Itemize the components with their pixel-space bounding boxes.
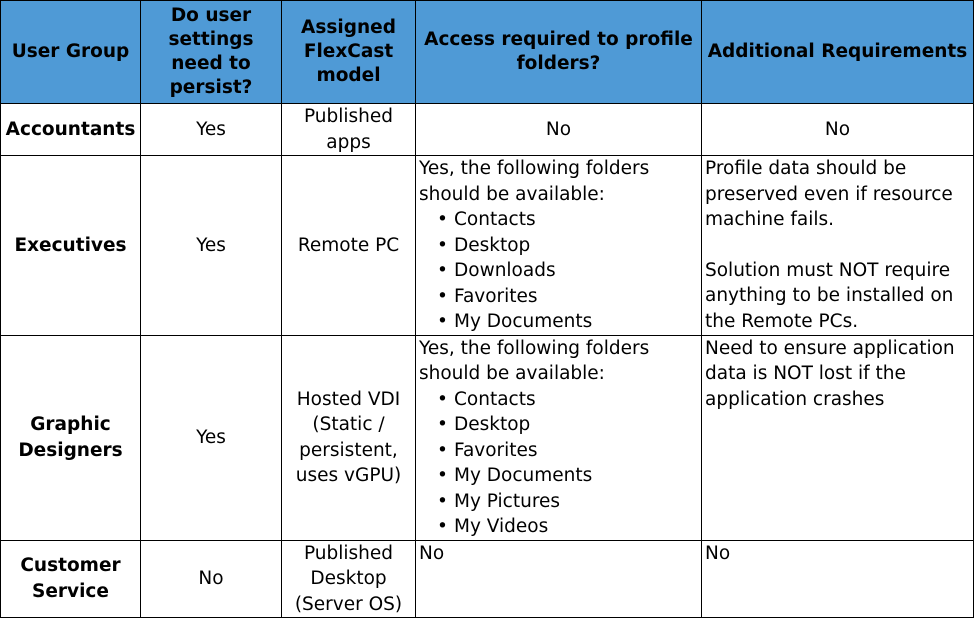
profile-access-intro: Yes, the following folders should be available: [419,337,650,384]
profile-access-cell: No [416,104,702,156]
additional-requirements-cell [702,156,974,336]
persist-cell: Yes [141,156,282,336]
folder-item: • Desktop [434,412,698,438]
user-group-cell: Graphic Designers [1,335,141,540]
folder-item: • My Documents [434,463,698,489]
profile-access-intro: Yes, the following folders should be available: [419,158,650,205]
folder-item: • My Pictures [434,489,698,515]
folder-list [419,387,698,540]
header-additional-requirements: Additional Requirements [702,1,974,104]
flexcast-model-cell: Hosted VDI (Static / persistent, uses vGPU) [282,335,416,540]
header-user-group: User Group [1,1,141,104]
persist-cell: No [141,540,282,618]
header-persist: Do user settings need to persist? [141,1,282,104]
folder-item: • Contacts [434,387,698,413]
folder-item: • Contacts [434,207,698,233]
flexcast-model-cell: Remote PC [282,156,416,336]
table-row [1,335,974,540]
user-group-cell: Accountants [1,104,141,156]
requirement-text: Profile data should be preserved even if resource machine fails. [705,158,953,230]
flexcast-model-cell: Published apps [282,104,416,156]
requirement-text: Solution must NOT require anything to be installed on the Remote PCs. [705,259,954,332]
folder-item: • My Videos [434,514,698,540]
header-flexcast-model: Assigned FlexCast model [282,1,416,104]
table-row [1,104,974,156]
header-row [1,1,974,104]
profile-access-cell: No [416,540,702,618]
header-profile-access: Access required to profile folders? [416,1,702,104]
folder-item: • Desktop [434,233,698,259]
paragraph-gap [705,233,970,258]
persist-cell: Yes [141,335,282,540]
additional-requirements-cell: No [702,540,974,618]
table-row [1,540,974,618]
user-group-cell: Customer Service [1,540,141,618]
persist-cell: Yes [141,104,282,156]
folder-list [419,207,698,335]
folder-item: • Favorites [434,284,698,310]
additional-requirements-cell: Need to ensure application data is NOT lost if the application crashes [702,335,974,540]
folder-item: • Downloads [434,258,698,284]
flexcast-model-cell: Published Desktop (Server OS) [282,540,416,618]
profile-access-cell [416,335,702,540]
profile-access-cell [416,156,702,336]
additional-requirements-cell: No [702,104,974,156]
table-row [1,156,974,336]
user-group-cell: Executives [1,156,141,336]
folder-item: • Favorites [434,438,698,464]
folder-item: • My Documents [434,309,698,335]
